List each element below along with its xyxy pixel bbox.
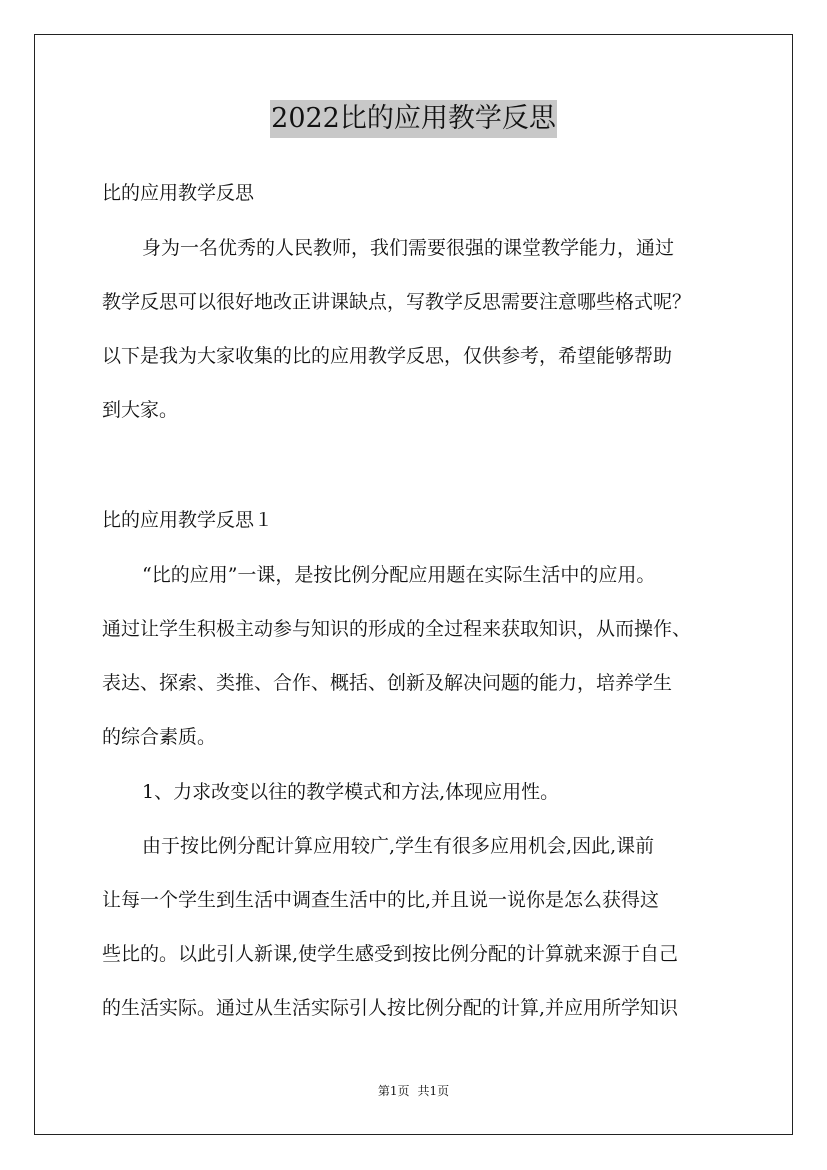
page-total: 共1页 [417,1084,450,1098]
paragraph-line: 通过让学生积极主动参与知识的形成的全过程来获取知识，从而操作、 [102,618,692,640]
section-heading: 比的应用教学反思１ [102,509,274,531]
document-title: 2022比的应用教学反思 [270,100,557,138]
paragraph-line: “比的应用”一课，是按比例分配应用题在实际生活中的应用。 [142,564,656,586]
paragraph-line: 的综合素质。 [102,726,217,748]
title-container [0,100,827,138]
paragraph-line: 让每一个学生到生活中调查生活中的比,并且说一说你是怎么获得这 [102,889,660,911]
page-footer [0,1083,827,1099]
intro-line: 身为一名优秀的人民教师，我们需要很强的课堂教学能力，通过 [142,237,675,259]
paragraph-line: 些比的。以此引人新课,使学生感受到按比例分配的计算就来源于自己 [102,943,679,965]
list-point: 1、力求改变以往的教学模式和方法,体现应用性。 [142,781,560,803]
paragraph-line: 由于按比例分配计算应用较广,学生有很多应用机会,因此,课前 [142,835,655,857]
page-number: 第1页 [377,1084,410,1098]
intro-line: 到大家。 [102,399,179,421]
intro-line: 教学反思可以很好地改正讲课缺点，写教学反思需要注意哪些格式呢？ [102,291,692,313]
paragraph-line: 的生活实际。通过从生活实际引人按比例分配的计算,并应用所学知识 [102,997,679,1019]
section-heading: 比的应用教学反思 [102,182,255,204]
paragraph-line: 表达、探索、类推、合作、概括、创新及解决问题的能力，培养学生 [102,672,673,694]
intro-line: 以下是我为大家收集的比的应用教学反思，仅供参考，希望能够帮助 [102,345,673,367]
